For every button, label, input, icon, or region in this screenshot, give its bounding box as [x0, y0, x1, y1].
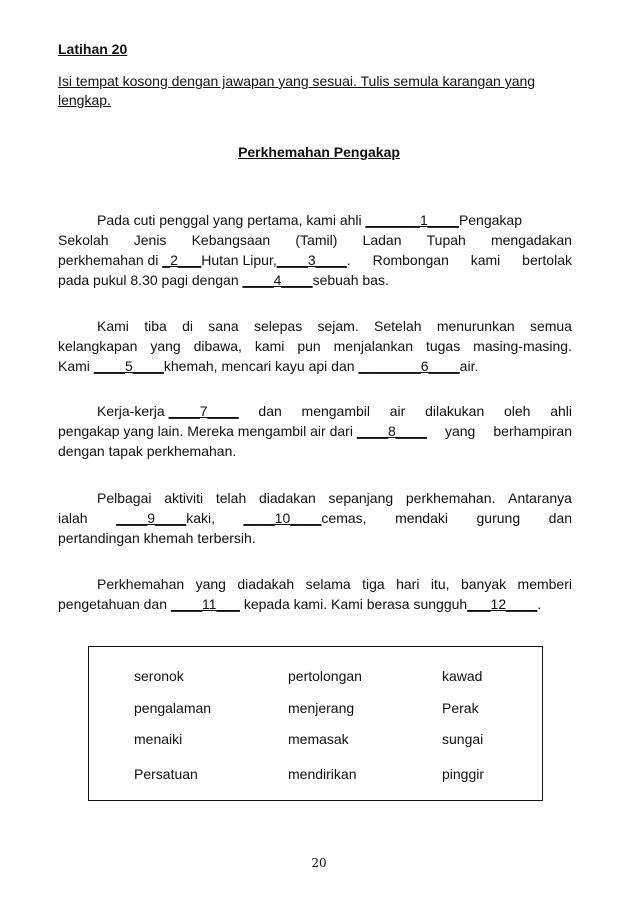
word-bank-item: Persatuan: [134, 766, 198, 782]
word: Tupah: [426, 232, 466, 248]
text-line: [58, 210, 572, 230]
text-line: [58, 356, 572, 376]
paragraph-3: [58, 401, 572, 461]
text-segment: Pada cuti penggal yang pertama, kami ahli: [97, 212, 366, 228]
word-bank-item: pengalaman: [134, 700, 212, 716]
word-bank-item: pinggir: [442, 766, 485, 782]
text-line: [58, 574, 572, 594]
word: hari: [396, 576, 420, 592]
blank-9: ____9____: [116, 510, 187, 526]
text-segment: pada pukul 8.30 pagi dengan: [58, 272, 243, 288]
word: mendaki: [395, 510, 448, 526]
word: ahli: [550, 403, 572, 419]
word-bank-item: seronok: [134, 668, 184, 684]
word: Jenis: [133, 232, 167, 248]
text-segment: kepada kami. Kami berasa sungguh: [239, 596, 468, 612]
blank-10: ____10____: [243, 510, 322, 526]
word: masing-masing.: [473, 338, 572, 354]
text-segment: Hutan Lipur,: [201, 252, 277, 268]
text-segment: perkhemahan di: [58, 252, 163, 268]
word: tugas: [425, 338, 461, 354]
word: kami: [254, 338, 285, 354]
word: Ladan: [362, 232, 402, 248]
text-segment: cemas,: [321, 510, 367, 526]
word: sana: [208, 318, 239, 334]
text-segment: Kami: [58, 358, 94, 374]
text-line: [58, 250, 572, 270]
text-line: [58, 401, 572, 421]
word: memberi: [517, 576, 572, 592]
word: tiga: [362, 576, 385, 592]
word: di: [182, 318, 193, 334]
blank-2: _2___: [162, 252, 202, 268]
paragraph-1: [58, 210, 572, 290]
text-line: [58, 594, 572, 614]
word: mengambil: [301, 403, 371, 419]
word: bertolak: [522, 252, 572, 268]
word: Pelbagai: [97, 490, 152, 506]
word: air: [389, 403, 406, 419]
word: aktiviti: [164, 490, 204, 506]
word: Kami: [97, 318, 129, 334]
text-line: [58, 230, 572, 250]
word: telah: [215, 490, 247, 506]
word: tiba: [144, 318, 167, 334]
blank-7: ____7____: [168, 403, 239, 419]
word: sejam.: [317, 318, 359, 334]
text-segment: pengetahuan dan: [58, 596, 171, 612]
word: selepas: [253, 318, 303, 334]
word: oleh: [503, 403, 531, 419]
blank-12: ___12____: [467, 596, 538, 612]
word: sepanjang: [328, 490, 394, 506]
word: pun: [297, 338, 321, 354]
word: yang: [195, 576, 226, 592]
word: kelangkapan: [58, 338, 138, 354]
page-number: 20: [311, 856, 327, 870]
word: (Tamil): [295, 232, 338, 248]
text-segment: pengakap yang lain. Mereka mengambil air dari: [58, 423, 357, 439]
blank-1: _______1____: [365, 212, 459, 228]
word: dilakukan: [425, 403, 485, 419]
text-line: [58, 270, 572, 290]
word: Sekolah: [58, 232, 109, 248]
word-bank-item: mendirikan: [288, 766, 357, 782]
blank-6: ________6____: [358, 358, 460, 374]
blank-4: ____4____: [242, 272, 313, 288]
word: banyak: [460, 576, 507, 592]
word-bank-item: sungai: [442, 731, 484, 747]
text-segment: .: [346, 252, 351, 268]
word: semua: [529, 318, 572, 334]
text-line: [58, 508, 572, 528]
word: menjalankan: [333, 338, 414, 354]
word: itu,: [430, 576, 450, 592]
word: mengadakan: [490, 232, 572, 248]
text-segment: Kerja-kerja: [97, 403, 169, 419]
blank-5: ____5____: [93, 358, 164, 374]
paragraph-5: [58, 574, 572, 614]
text-line: [58, 421, 572, 441]
word: ialah: [58, 510, 88, 526]
text-line: [58, 441, 572, 461]
text-line: [58, 528, 572, 548]
text-line: [58, 336, 572, 356]
text-segment: kaki,: [186, 510, 215, 526]
word: Rombongan: [372, 252, 449, 268]
word-bank-item: pertolongan: [288, 668, 362, 684]
word: diadakah: [237, 576, 295, 592]
word-bank-item: kawad: [442, 668, 483, 684]
word: berhampiran: [493, 423, 572, 439]
blank-8: ____8____: [356, 423, 427, 439]
text-segment: Pengakap: [458, 212, 522, 228]
word: Setelah: [374, 318, 422, 334]
word: Antaranya: [508, 490, 572, 506]
blank-11: ____11___: [170, 596, 240, 612]
word: Perkhemahan: [97, 576, 185, 592]
word: yang: [150, 338, 181, 354]
text-segment: .: [537, 596, 542, 612]
word: dibawa,: [193, 338, 242, 354]
word: yang: [444, 423, 476, 439]
word-bank-item: Perak: [442, 700, 479, 716]
text-segment: sebuah bas.: [312, 272, 389, 288]
blank-3: ____3____: [276, 252, 347, 268]
word: selama: [305, 576, 351, 592]
word: Kebangsaan: [191, 232, 271, 248]
text-segment: khemah, mencari kayu api dan: [163, 358, 359, 374]
text-segment: pertandingan khemah terbersih.: [58, 530, 256, 546]
word: diadakan: [258, 490, 316, 506]
word-bank-item: memasak: [288, 731, 349, 747]
word: menurunkan: [436, 318, 515, 334]
exercise-heading: Latihan 20: [58, 41, 128, 57]
paragraph-4: [58, 488, 572, 548]
word-bank-box: [88, 646, 543, 801]
text-line: [58, 316, 572, 336]
text-segment: air.: [459, 358, 479, 374]
essay-title: Perkhemahan Pengakap: [238, 144, 400, 160]
word-bank-item: menaiki: [134, 731, 183, 747]
word: kami: [470, 252, 501, 268]
word: perkhemahan.: [405, 490, 496, 506]
word: dan: [548, 510, 572, 526]
paragraph-2: [58, 316, 572, 376]
instruction-text: Isi tempat kosong dengan jawapan yang sesuai. Tulis semula karangan yang lengkap.: [58, 73, 536, 108]
word: gurung: [476, 510, 521, 526]
text-segment: dengan tapak perkhemahan.: [58, 443, 237, 459]
word-bank-item: menjerang: [288, 700, 355, 716]
text-line: [58, 488, 572, 508]
word: dan: [258, 403, 282, 419]
